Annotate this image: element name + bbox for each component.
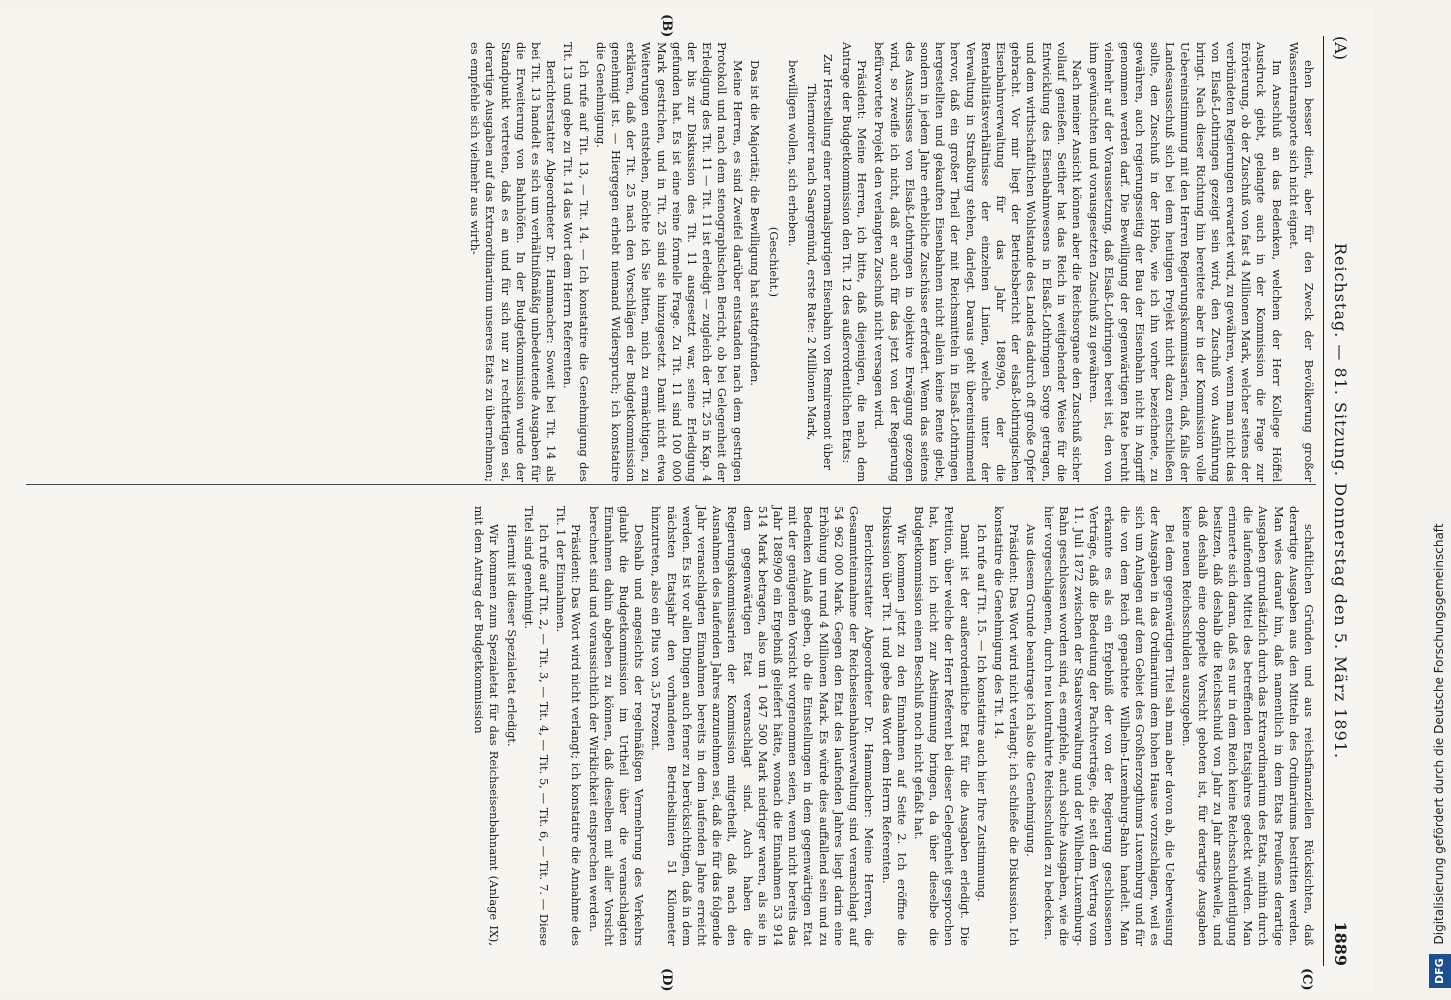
paragraph: Zur Herstellung einer normalspurigen Eisenbahn von Remiremont über Thiermoirer nach Saargemünd, erste Rate: 2 Millionen Mark,	[805, 54, 835, 470]
footer	[1408, 0, 1446, 1000]
left-column	[26, 42, 1316, 482]
paragraph: Wir kommen zum Spezialetat für das Reichseisenbahnamt (Anlage IX), mit dem Antrag der Budgetkommission	[472, 506, 502, 946]
footer-credit	[1428, 0, 1450, 1000]
paragraph: Das ist die Majorität; die Bewilligung hat stattgefunden.	[747, 60, 762, 386]
footer-text: Digitalisierung gefördert durch die Deutsche Forschungsgemeinschaft	[1432, 523, 1446, 945]
margin-marker-d: (D)	[659, 968, 674, 992]
paragraph: Berichterstatter Abgeordneter Dr. Hammacher: Meine Herren, die Gesammteinnahme der Reichseisenbahnverwaltung sind veranschlagt auf 54 962 000 Mark. Gegen den Etat des laufenden Jahres liegt darin eine Erhöhung um rund 4 Millionen Mark. Es würde dies auffallend sein und zu Bedenken Anlaß geben, ob die Einstellungen in dem gegenwärtigen Etat mit der genügenden Vorsicht vorgenommen seien, wenn nicht bereits das Jahr 1889/90 ein Ergebniß geliefert hätte, wonach die Einnahmen 53 914 514 Mark betragen, also um 1 047 500 Mark niedriger waren, als sie in dem gegenwärtigen Etat veranschlagt sind. Auch haben die Regierungskommissarien der Kommission mitgetheilt, daß nach den Ausnahmen des laufenden Jahres anzunehmen sei, daß die für das folgende Jahr veranschlagten Einnahmen bereits in dem laufenden Jahre erreicht werden. Es ist vor allen Dingen auch ferner zu berücksichtigen, daß in dem nächsten Etatsjahr den vorhandenen Betriebslinien 51 Kilometer hinzutreten, also ein Plus von 3,5 Prozent.	[649, 506, 877, 946]
paragraph: Ich rufe auf Tit. 2, — Tit. 3, — Tit. 4, — Tit. 5, — Tit. 6, — Tit. 7. — Diese Titel sind genehmigt.	[521, 506, 552, 946]
paragraph: Nach meiner Ansicht können aber die Reichsorgane den Zuschuß sicher vollauf genießen. Seither hat das Reich in weitgehender Weise für die Entwicklung des Eisenbahnwesens in Elsaß-Lothringen Sorge getragen, und dem wirthschaftlichen Wohlstande des Landes dadurch oft große Opfer gebracht. Vor mir liegt der Betriebsbericht der elsaß-lothringischen Eisenbahnverwaltung für das Jahr 1889/90, der die Rentabilitätsverhältnisse der einzelnen Linien, welche unter der Verwaltung in Straßburg stehen, darlegt. Daraus geht übereinstimmend hervor, daß ein großer Theil der mit Reichsmitteln in Elsaß-Lothringen hergestellten und gekauften Eisenbahnen nicht allein keine Rente giebt, sondern in jedem Jahre erhebliche Zuschüsse erfordert. Wenn das seitens des Ausschusses von Elsaß-Lothringen in objektive Erwägung gezogen wird, so zweifle ich nicht, daß er auch für das jetzt von der Regierung befürwortete Projekt den verlangten Zuschuß nicht versagen wird.	[872, 42, 1084, 482]
paragraph: (Geschieht.)	[767, 226, 782, 298]
column-divider	[26, 484, 1316, 485]
paragraph: Präsident: Das Wort wird nicht verlangt; ich schließe die Diskussion. Ich konstatire die Genehmigung des Tit. 14.	[991, 506, 1022, 946]
paragraph: Berichterstatter Abgeordneter Dr. Hammacher: Soweit bei Tit. 14 als bei Tit. 13 handelt es sich um verhältnißmäßig unbedeutende Ausgaben für die Erweiterung von Bahnhöfen. In der Budgetkommission wurde der Standpunkt vertreten, daß es an und für sich nur zu rechtfertigen sei, derartige Ausgaben auf das Extraordinarium unseres Etats zu übernehmen; es empfehle sich vielmehr aus wirth-	[468, 42, 559, 482]
paragraph: Hiermit ist dieser Spezialetat erledigt.	[504, 524, 519, 747]
right-column	[26, 506, 1316, 946]
paragraph: Deshalb und angesichts der regelmäßigen Vermehrung des Verkehrs glaubt die Budgetkommission im Urtheil über die veranschlagten Einnahmen dahin abgeben zu können, daß dieselben mit aller Vorsicht berechnet sind und voraussichtlich der Wirklichkeit entsprechen werden.	[586, 506, 647, 946]
paragraph: Ich rufe auf Tit. 13, — Tit. 14. — Ich konstatire die Genehmigung des Tit. 13 und gebe zu Tit. 14 das Wort dem Herrn Referenten.	[561, 42, 591, 482]
paragraph: Ich rufe auf Tit. 15. — Ich konstatire auch hier Ihre Zustimmung.	[974, 524, 989, 902]
header-marker: (A)	[1331, 36, 1350, 61]
page-header	[1323, 36, 1352, 966]
paragraph: Bei dem gegenwärtigen Titel sah man aber davon ab, die Ueberweisung der Ausgaben in das Ordinarium dem hohen Hause vorzuschlagen, weil es sich um Anlagen auf dem Gebiet des Großherzogthums Luxemburg und für die von dem Reich gepachtete Wilhelm-Luxemburg-Bahn handelt. Man erkannte es als ein Ergebniß der von der Regierung geschlossenen Verträge, daß die Bedeutung der Pachtverträge, die seit dem Vertrag vom 11. Juli 1872 zwischen der Staatsverwaltung und der Wilhelm-Luxemburg-Bahn geschlossen worden sind, es empfehle, auch solche Ausgaben, wie die hier vorgeschlagenen, durch neu kontrahirte Reichsschulden zu bedecken.	[1041, 506, 1178, 946]
paragraph: Im Anschluß an das Bedenken, welchem der Herr Kollege Höffel Ausdruck giebt, gelangte auch in der Kommission die Frage zur Erörterung, ob der Zuschuß von fast 4 Millionen Mark, welcher seitens der verbündeten Regierungen erwartet wird, zu gewähren, wenn man nicht das von Elsaß-Lothringen gezeigt sein wird, den Zuschuß von Ausführung bringt. Nach dieser Richtung hin bereitete aber in der Kommission volle Uebereinstimmung mit den Herren Regierungskommissarien, daß, falls der Landesausschuß sich bei dem heutigen Projekt nicht dazu entschließen sollte, den Zuschuß in der Höhe, wie ich ihn vorher bezeichnete, zu gewähren, auch regierungsseitig der Bau der Eisenbahn nicht in Angriff genommen werden darf. Die Bewilligung der gegenwärtigen Rate beruht vielmehr auf der Voraussetzung, daß Elsaß-Lothringen bereit ist, den von ihm gewünschten und vorausgesetzten Zuschuß zu gewähren.	[1087, 42, 1284, 482]
rotated-page	[0, 8, 1374, 992]
header-title: Reichstag. — 81. Sitzung. Donnerstag den 5. März 1891.	[1331, 242, 1350, 760]
paragraph: Präsident: Meine Herren, ich bitte, daß diejenigen, die nach dem Antrage der Budgetkommission den Tit. 12 des außerordentlichen Etats:	[839, 42, 870, 482]
paragraph: schaftlichen Gründen und aus reichsfinanziellen Rücksichten, daß derartige Ausgaben aus den Mitteln des Ordinariums bestritten werden. Man wies darauf hin, daß namentlich in dem Etats Preußens derartige Ausgaben grundsätzlich durch das Extraordinarium des Etats, mithin durch die laufenden Mittel des betreffenden Etatsjahres gedeckt würden. Man erinnerte sich daran, daß es nur in dem Reich keine Reichsschuldentilgung besitzen, daß deshalb die Reichsschuld von Jahr zu Jahr anschwelle, und daß deshalb eine doppelte Vorsicht geboten ist, für derartige Ausgaben keine neuen Reichsschulden auszugeben.	[1180, 506, 1316, 946]
margin-marker-c: (C)	[1299, 968, 1314, 991]
paragraph: ehen besser dient, aber für den Zweck der Bevölkerung großer Wassentransporte sich nicht eignet.	[1286, 42, 1316, 482]
paragraph: Aus diesem Grunde beantrage ich also die Genehmigung.	[1024, 524, 1039, 857]
paragraph: bewilligen wollen, sich erheben.	[786, 60, 801, 247]
page-number: 1889	[1331, 921, 1350, 966]
paragraph: Wir kommen jetzt zu den Einnahmen auf Seite 2. Ich eröffne die Diskussion über Tit. 1 und gebe das Wort dem Herrn Referenten.	[879, 506, 909, 946]
paragraph: Präsident: Das Wort wird nicht verlangt; ich konstatire die Annahme des Tit. 1 der Einnahmen.	[554, 506, 584, 946]
paragraph: Damit ist der außerordentliche Etat für die Ausgaben erledigt. Die Petition, über welche der Herr Referent bei dieser Gelegenheit gesprochen hat, kann ich nicht zur Abstimmung bringen, da über dieselbe die Budgetkommission einen Beschluß noch nicht gefaßt hat.	[911, 506, 972, 946]
margin-marker-b: (B)	[659, 14, 674, 38]
paragraph: Meine Herren, es sind Zweifel darüber entstanden nach dem gestrigen Protokoll und nach dem stenographischen Bericht, ob bei Gelegenheit der Erledigung des Tit. 11 — Tit. 11 ist erledigt — zugleich der Tit. 25 in Kap. 4 der bis zur Diskussion des Tit. 11 ausgesetzt war, seine Erledigung gefunden hat. Es ist eine reine formelle Frage. Zu Tit. 11 sind 100 000 Mark gestrichen, und in Tit. 25 sind sie hinzugesetzt. Damit nicht etwa Weiterungen entstehen, möchte ich Sie bitten, mich zu ermächtigen, zu erklären, daß der Tit. 25 nach den Vorschlägen der Budgetkommission genehmigt ist. — Hiergegen erhebt niemand Widerspruch; ich konstatire die Genehmigung.	[593, 42, 745, 482]
dfg-logo: DFG	[1429, 954, 1451, 988]
